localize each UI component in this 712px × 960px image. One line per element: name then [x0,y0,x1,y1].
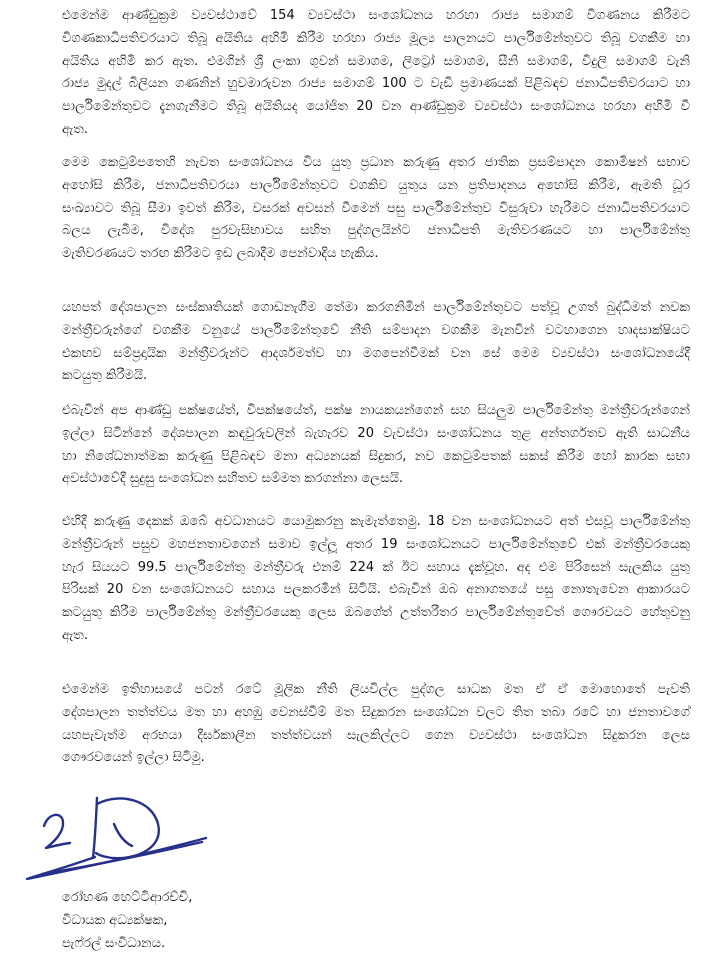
paragraph-line: විගණකාධිපතිවරයාට තිබූ අයිතිය අහිමි කිරීම හරහා රාජ්‍ය මූල්‍ය පාලනයට පාර්ලිමේන්තුවට තිබූ වගකීම හා [62,30,690,46]
paragraph-line: කටයුතු කිරීම පාර්ලිමේන්තු මන්ත්‍රීවරයෙකු ලෙස ඔබගේත් උත්තරීතර පාර්ලිමේන්තුවේත් ගෞරවයට හේතුවනු [62,605,690,621]
sign-off-block [62,887,482,955]
paragraph-line: අයිතිය අහිමි කර ඇත. එමගින් ශ්‍රී ලංකා ගුවන් සමාගම, ලිට්‍රෝ සමාගම, සීනි සමාගම්, විදුලි සමාගම් වැනි [62,53,690,69]
paragraph-line: පිරිසක් 20 වන සංශෝධනයට සහාය පලකරමින් සිටියි. එබැවින් ඔබ අනාගතයේ පසු නොතැවෙන ආකාරයට [62,582,690,598]
paragraph-line: සංඛ්‍යාවට තිබූ සීමා ඉවත් කිරීම, වසරක් අවසන් වීමෙන් පසු පාර්ලිමේන්තුව විසුරුවා හැරීමට ජනාධිපතිවරයාට [62,200,690,216]
paragraph-line: එමෙන්ම ඉතිහාසයේ පටන් රටේ මූලික නීති ලියවිල්ල පුද්ගල සාධක මත ඒ ඒ මොහොතේ පැවති [62,682,690,697]
paragraph-line: එකඟව සම්ප්‍රදායික මන්ත්‍රීවරුන්ට ආදර්ශමත්ව හා මගපෙන්වීමක් වන සේ මෙම ව්‍යවස්ථා සංශෝධනයේදී [62,345,690,361]
paragraph-line: පාර්ලිමේන්තුවට දැනගැනීමට තිබූ අයිතියද යෝජිත 20 වන ආණ්ඩුක්‍රම ව්‍යවස්ථා සංශෝධනය හරහා අහිමි වී [62,99,690,115]
paragraph-line: හැර සියයට 99.5 පාර්ලිමේන්තු මන්ත්‍රීවරු එනම් 224 ක් ඊට සහාය දැක්වූහ. අද එම පිරිසෙන් සැලකිය යුතු [62,559,690,575]
paragraph-line: අහෝසි කිරීම, ජනාධිපතිවරයා පාර්ලිමේන්තුවට වගකිව යුතුය යන ප්‍රතිපාදනය අහෝසි කිරීම, ඇමති ධූර [62,177,690,193]
paragraph-4 [62,400,690,491]
signatory-organization: පැෆ්රල් සංවිධානය. [62,935,166,951]
paragraph-line: අවස්ථාවේදී සුදුසු සංශෝධන සහිතව සම්මත කරගන්නා ලෙසයි. [62,471,404,487]
signature-ink [27,798,206,879]
signatory-title: විධායක අධ්‍යක්ෂක, [62,912,168,928]
paragraph-line: එහිදී කරුණු දෙකක් ඔබේ අවධානයට යොමුකරනු කැමැත්තෙමු. 18 වන සංශෝධනයට අත් එසවූ පාර්ලිමේන්තු [62,514,690,529]
paragraph-line: ගෞරවයෙන් ඉල්ලා සිටිමු. [62,750,205,766]
signatory-name: රෝහණ හෙට්ටිආරච්චි, [62,890,193,905]
paragraph-line: මන්ත්‍රීවරුන් පසුව මහජනතාවගෙන් සමාව ඉල්ලූ අතර 19 සංශෝධනයට පාර්ලිමේන්තුවේ එක් මන්ත්‍රීවරයෙකු [62,536,690,552]
paragraph-line: බලය ලැබීම, විදේශ පුරවැසිභාවය සහිත පුද්ගලයින්ට ජනාධිපති මැතිවරණයට හා පාර්ලිමේන්තු [62,223,690,239]
signature [20,780,220,890]
paragraph-1 [62,5,690,142]
signature-stroke [44,815,70,848]
paragraph-line: ඇත. [62,121,88,137]
paragraph-3 [62,297,690,388]
paragraph-5 [62,511,690,648]
paragraph-line: රාජ්‍ය මුදල් බිලියන ගණනින් හුවමාරුවන රාජ්‍ය සමාගම් 100 ට වැඩි ප්‍රමාණයක් පිළිබඳව ජනාධිපතිවරයාට හා [62,76,690,92]
paragraph-line: මැතිවරණයට තරඟ කිරීමට ඉඩ ලබාදීම පෙන්වාදිය හැකිය. [62,246,379,262]
signature-stroke [93,798,97,858]
paragraph-6 [62,679,690,770]
signature-stroke [96,798,159,858]
paragraph-line: දේශපාලන තත්ත්වය මත හා අහඹු වෙනස්වීම් මත සිදුකරන සංශෝධන වලට තිත තබා රටේ හා ජනතාවගේ [62,704,690,720]
signature-stroke [114,824,132,846]
paragraph-line: මන්ත්‍රීවරුන්ගේ වගකීම වනුයේ පාර්ලිමේන්තුවේ නීති සම්පාදන වගකීම මැනවින් වටහාගෙන හෘදසාක්ෂියට [62,322,690,338]
paragraph-line: එබැවින් අප ආණ්ඩු පක්ෂයේත්, විපක්ෂයේත්, පක්ෂ නායකයන්ගෙන් සහ සියලුම පාර්ලිමේන්තු මන්ත්‍රීවරුන්ගෙන් [62,403,690,418]
paragraph-line: ඉල්ලා සිටින්නේ දේශපාලන කඳවුරුවලින් බැහැරව 20 වැවස්ථා සංශෝධනය තුළ අන්තර්ගතව ඇති සාධනීය [62,425,690,441]
paragraph-line: හා නිශේධනාත්මක කරුණු පිළිබඳව මනා අධ්‍යනයක් සිදුකර, නව කෙටුම්පතක් සකස් කිරීම හෝ කාරක සභා [62,448,690,464]
paragraph-2 [62,152,690,266]
paragraph-line: මෙම කෙටුම්පතෙහි නැවත සංශෝධනය විය යුතු ප්‍රධාන කරුණු අතර ජාතික ප්‍රසම්පාදන කොමිෂන් සභාව [62,155,690,170]
paragraph-line: ඇත. [62,627,88,643]
paragraph-line: යහපැවැත්ම අරභයා දීර්ඝකාලීන තත්ත්වයන් සැලකිල්ලට ගෙන ව්‍යවස්ථා සංශෝධන සිදුකරන ලෙස [62,727,690,743]
paragraph-line: එමෙන්ම ආණ්ඩුක්‍රම ව්‍යවස්ථාවේ 154 ව්‍යවස්ථා සංශෝධනය හරහා රාජ්‍ය සමාගම් විගණනය කිරීමට [62,8,690,23]
paragraph-line: යහපත් දේශපාලන සංස්කෘතියක් ගොඩනැගීම තේමා කරගනිමින් පාර්ලිමේන්තුවට පත්වූ උගත් බුද්ධිමත් නවක [62,300,690,315]
paragraph-line: කටයුතු කිරීමයි. [62,368,148,384]
